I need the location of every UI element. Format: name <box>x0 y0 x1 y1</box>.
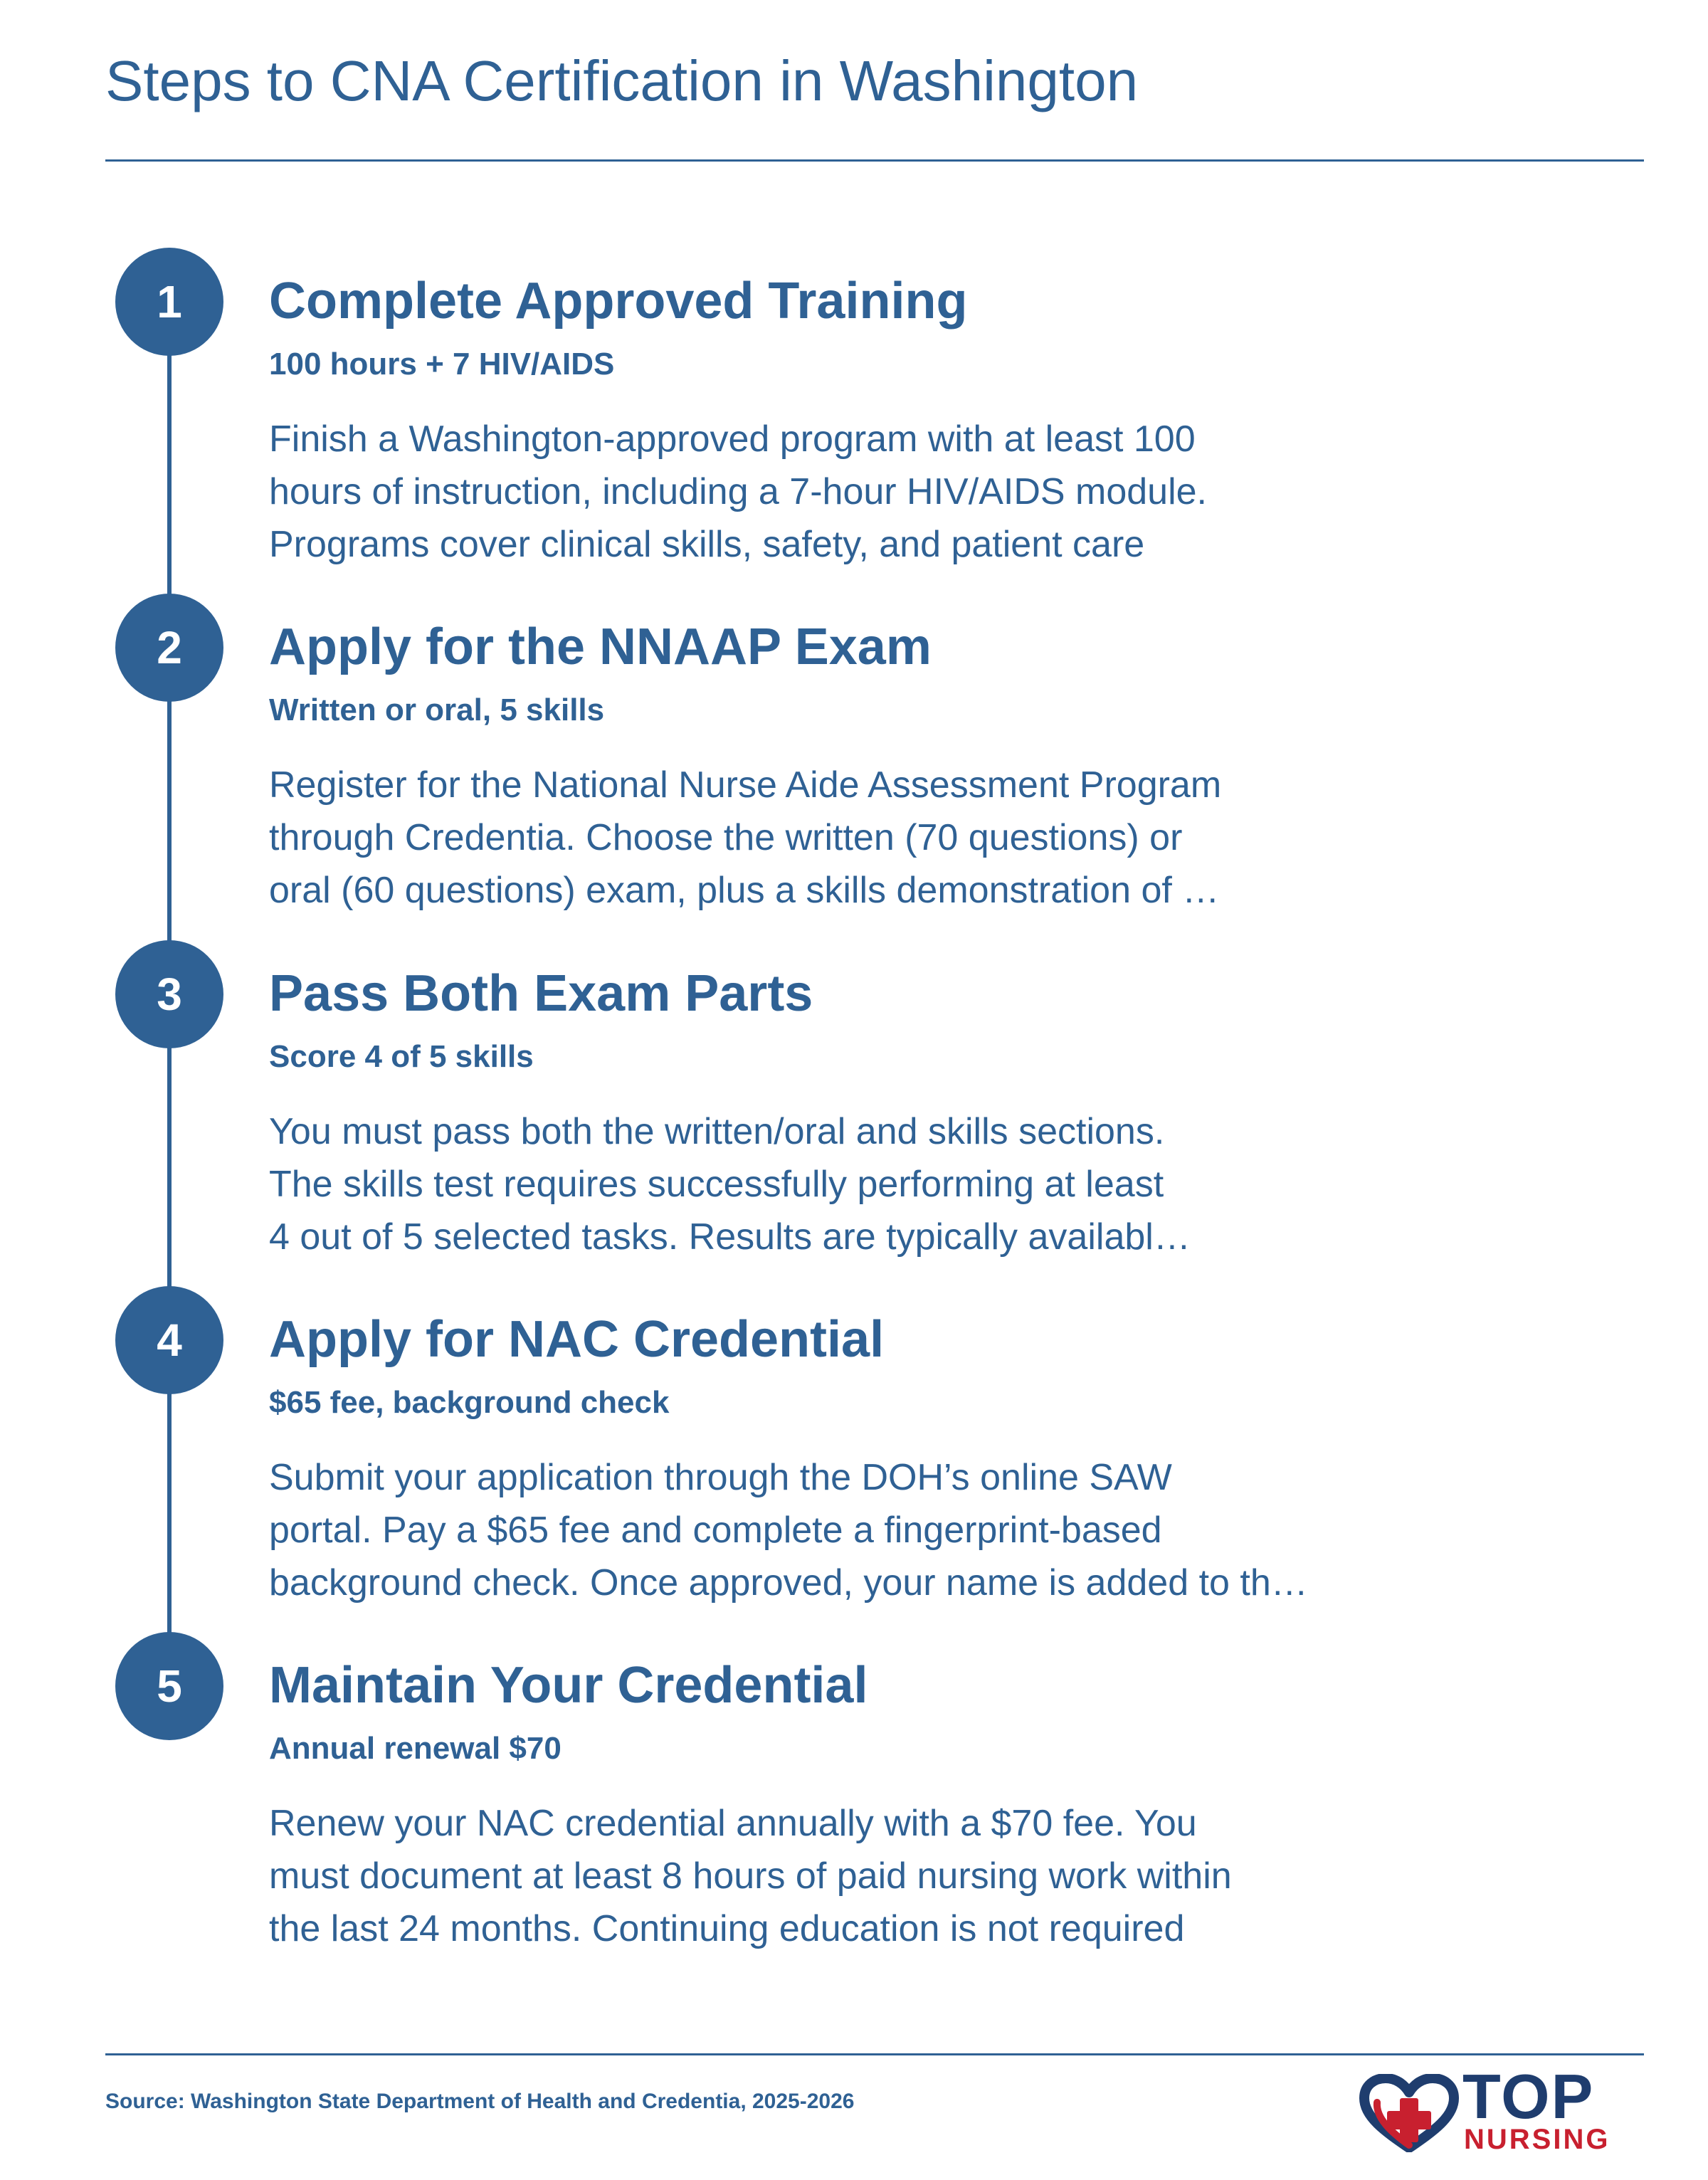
heart-cross-icon <box>1356 2074 1462 2152</box>
step-description-line: Programs cover clinical skills, safety, and patient care <box>269 524 1145 565</box>
step-description <box>269 1451 1493 1609</box>
source-note: Source: Washington State Department of Health and Credentia, 2025-2026 <box>105 2090 855 2113</box>
step-number-badge: 1 <box>115 248 223 356</box>
step-description-line: 4 out of 5 selected tasks. Results are typically availabl… <box>269 1216 1191 1258</box>
step-description-line: Finish a Washington-approved program with at least 100 <box>269 418 1196 460</box>
step-number-badge: 5 <box>115 1632 223 1740</box>
step-description-line: You must pass both the written/oral and skills sections. <box>269 1111 1165 1152</box>
step-2 <box>0 594 1708 935</box>
step-description <box>269 1105 1493 1263</box>
step-3 <box>0 940 1708 1282</box>
step-title: Pass Both Exam Parts <box>269 965 813 1022</box>
step-description <box>269 413 1493 571</box>
step-title: Apply for NAC Credential <box>269 1311 885 1368</box>
step-description-line: portal. Pay a $65 fee and complete a fingerprint-based <box>269 1510 1162 1551</box>
step-subtitle: 100 hours + 7 HIV/AIDS <box>269 347 615 381</box>
step-title: Complete Approved Training <box>269 273 968 330</box>
step-description-line: must document at least 8 hours of paid nursing work within <box>269 1855 1232 1897</box>
step-number-badge: 4 <box>115 1286 223 1394</box>
step-description <box>269 759 1493 917</box>
step-description-line: background check. Once approved, your name is added to th… <box>269 1562 1308 1604</box>
step-5 <box>0 1632 1708 1974</box>
step-subtitle: Score 4 of 5 skills <box>269 1039 534 1074</box>
step-description-line: the last 24 months. Continuing education is not required <box>269 1908 1185 1949</box>
step-subtitle: Annual renewal $70 <box>269 1731 562 1766</box>
step-description-line: Register for the National Nurse Aide Assessment Program <box>269 764 1222 806</box>
step-description-line: The skills test requires successfully performing at least <box>269 1164 1164 1205</box>
step-description-line: oral (60 questions) exam, plus a skills demonstration of … <box>269 870 1220 911</box>
step-number-badge: 2 <box>115 594 223 702</box>
step-subtitle: $65 fee, background check <box>269 1385 670 1420</box>
logo-text-top: TOP <box>1462 2061 1595 2132</box>
footer-divider <box>105 2053 1644 2055</box>
step-description-line: through Credentia. Choose the written (70 questions) or <box>269 817 1183 858</box>
logo-text-nursing: NURSING <box>1464 2124 1611 2155</box>
step-description-line: Renew your NAC credential annually with a $70 fee. You <box>269 1803 1197 1844</box>
step-4 <box>0 1286 1708 1628</box>
step-title: Maintain Your Credential <box>269 1657 868 1714</box>
step-number-badge: 3 <box>115 940 223 1048</box>
step-subtitle: Written or oral, 5 skills <box>269 693 605 727</box>
header-divider <box>105 159 1644 162</box>
step-description <box>269 1797 1493 1955</box>
step-title: Apply for the NNAAP Exam <box>269 618 932 675</box>
step-description-line: Submit your application through the DOH’s online SAW <box>269 1457 1172 1498</box>
step-1 <box>0 248 1708 589</box>
page-title: Steps to CNA Certification in Washington <box>105 49 1139 112</box>
top-nursing-logo <box>1356 2061 1648 2155</box>
step-description-line: hours of instruction, including a 7-hour HIV/AIDS module. <box>269 471 1208 512</box>
